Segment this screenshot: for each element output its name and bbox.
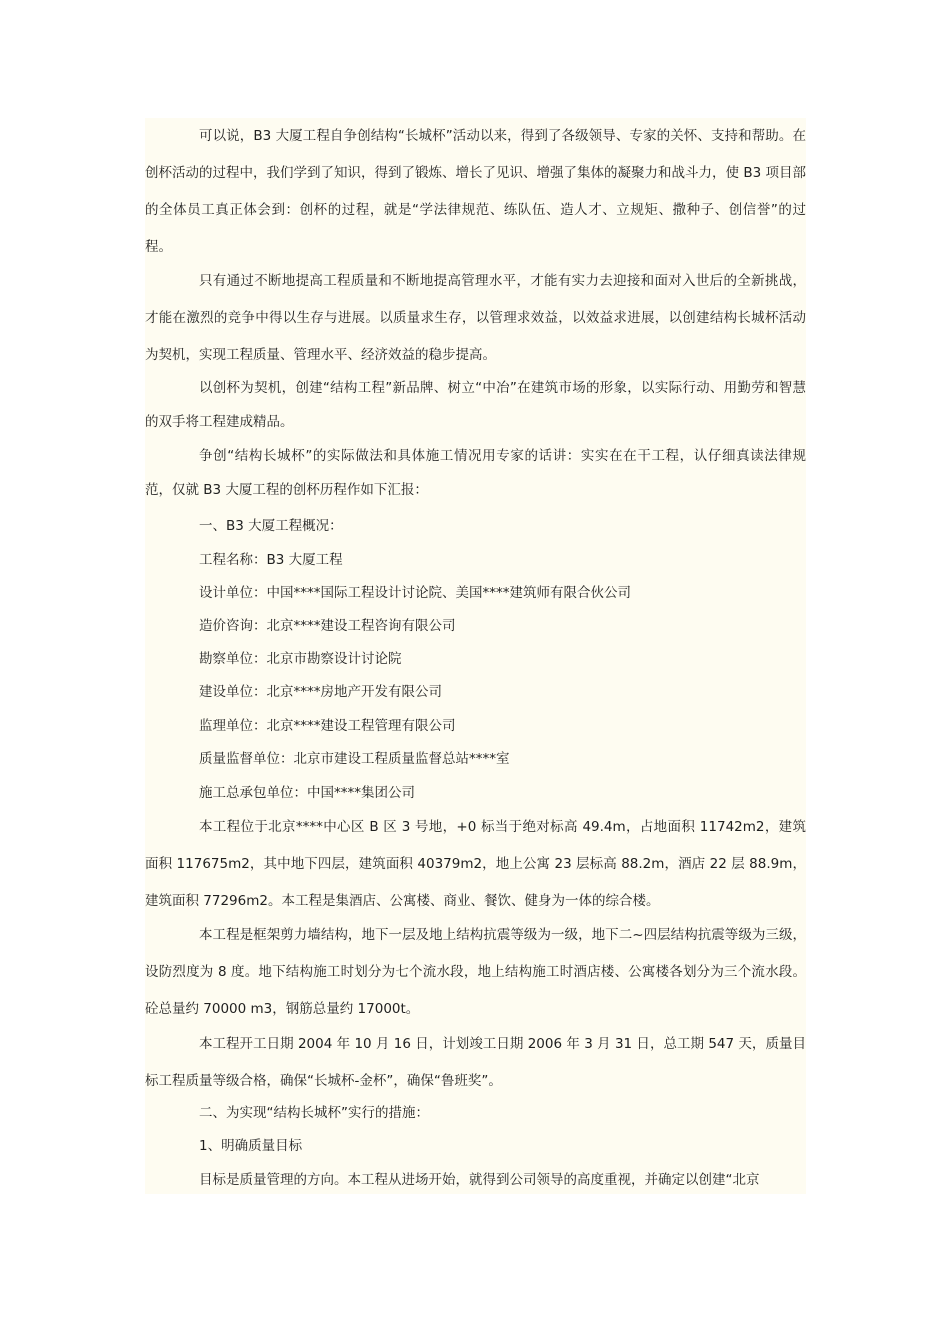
info-quality-supervision: 质量监督单位：北京市建设工程质量监督总站****室 [199, 751, 510, 767]
info-supervision-unit: 监理单位：北京****建设工程管理有限公司 [199, 718, 456, 734]
paragraph-brand: 以创杯为契机，创建“结构工程”新品牌、树立“中冶”在建筑市场的形象，以实际行动、用勤劳和智慧的双手将工程建成精品。 [145, 380, 806, 430]
paragraph-target: 目标是质量管理的方向。本工程从进场开始，就得到公司领导的高度重视，并确定以创建“北京 [199, 1172, 760, 1188]
info-design-unit: 设计单位：中国****国际工程设计讨论院、美国****建筑师有限合伙公司 [199, 585, 631, 601]
paragraph-intro: 可以说，B3 大厦工程自争创结构“长城杯”活动以来，得到了各级领导、专家的关怀、支持和帮助。在创杯活动的过程中，我们学到了知识，得到了锻炼、增长了见识、增强了集体的凝聚力和战斗力，使 B3 项目部的全体员工真正体会到：创杯的过程，就是“学法律规范、练队伍、造人才、立规矩、撒种子、创信誉”的过程。 [145, 128, 806, 255]
paragraph-quality: 只有通过不断地提高工程质量和不断地提高管理水平，才能有实力去迎接和面对入世后的全新挑战，才能在激烈的竞争中得以生存与进展。以质量求生存，以管理求效益，以效益求进展，以创建结构长城杯活动为契机，实现工程质量、管理水平、经济效益的稳步提高。 [145, 273, 806, 363]
section-heading-measures: 二、为实现“结构长城杯”实行的措施： [199, 1105, 429, 1121]
document-content [145, 118, 806, 1194]
info-cost-consulting: 造价咨询：北京****建设工程咨询有限公司 [199, 618, 456, 634]
info-project-name: 工程名称：B3 大厦工程 [199, 552, 343, 568]
info-survey-unit: 勘察单位：北京市勘察设计讨论院 [199, 651, 402, 667]
paragraph-schedule: 本工程开工日期 2004 年 10 月 16 日，计划竣工日期 2006 年 3 月 31 日，总工期 547 天，质量目标工程质量等级合格，确保“长城杯-金杯”，确保“鲁班奖”。 [145, 1036, 806, 1089]
paragraph-location: 本工程位于北京****中心区 B 区 3 号地，+0 标当于绝对标高 49.4m，占地面积 11742m2，建筑面积 117675m2，其中地下四层，建筑面积 40379m2，地上公寓 23 层标高 88.2m，酒店 22 层 88.9m，建筑面积 77296m2。本工程是集酒店、公寓楼、商业、餐饮、健身为一体的综合楼。 [145, 819, 806, 909]
paragraph-approach: 争创“结构长城杯”的实际做法和具体施工情况用专家的话讲：实实在在干工程，认仔细真读法律规范，仅就 B3 大厦工程的创杯历程作如下汇报： [145, 448, 806, 498]
info-general-contractor: 施工总承包单位：中国****集团公司 [199, 785, 415, 801]
info-construction-unit: 建设单位：北京****房地产开发有限公司 [199, 684, 442, 700]
subsection-heading-quality-target: 1、明确质量目标 [199, 1138, 303, 1154]
paragraph-structure: 本工程是框架剪力墙结构，地下一层及地上结构抗震等级为一级，地下二~四层结构抗震等级为三级，设防烈度为 8 度。地下结构施工时划分为七个流水段，地上结构施工时酒店楼、公寓楼各划分为三个流水段。砼总量约 70000 m3，钢筋总量约 17000t。 [145, 927, 806, 1017]
section-heading-overview: 一、B3 大厦工程概况： [199, 518, 343, 534]
